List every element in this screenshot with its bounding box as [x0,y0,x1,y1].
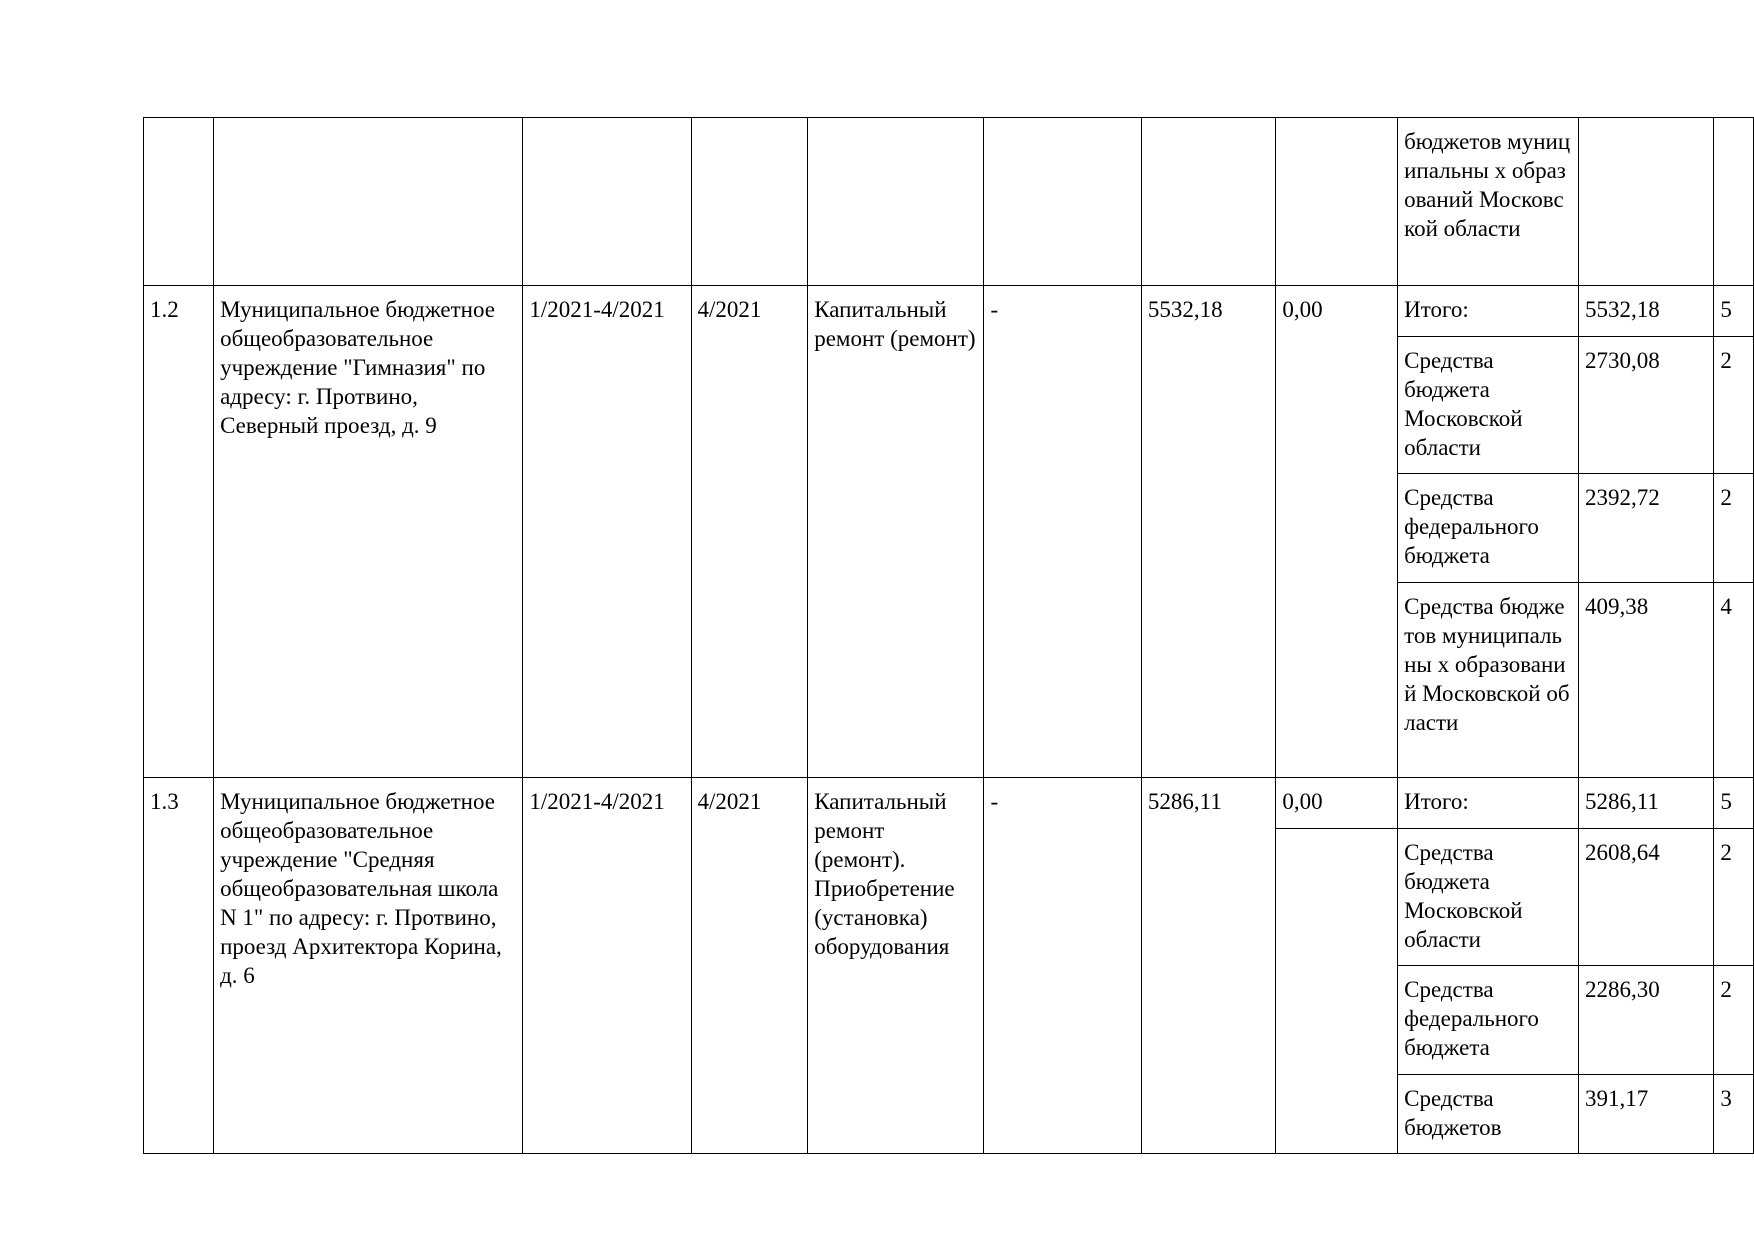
funding-cut-cell: 4 [1714,583,1754,778]
funding-table [143,117,1754,1154]
funding-cut-cell: 2 [1714,474,1754,583]
table-row [144,286,1754,337]
funding-source-cell: Итого: [1398,286,1579,337]
work-type-cell: Капитальный ремонт (ремонт). Приобретение (установка) оборудования [808,778,984,1154]
zero-cell: 0,00 [1276,778,1398,829]
dash-cell: - [984,286,1141,778]
funding-value-cell: 391,17 [1579,1075,1714,1154]
funding-value-cell: 2608,64 [1579,829,1714,966]
funding-source-cell: Средства бюджета Московской области [1398,337,1579,474]
amount-cell: 5286,11 [1141,778,1275,1154]
cell-empty [523,118,691,286]
zero-cell: 0,00 [1276,286,1398,778]
table-row [144,778,1754,829]
funding-source-cell: бюджетов муниципальны х образований Московской области [1398,118,1579,286]
funding-value-cell: 5286,11 [1579,778,1714,829]
funding-cut-cell: 2 [1714,829,1754,966]
cell-empty [1276,118,1398,286]
dash-cell: - [984,778,1141,1154]
funding-value-cell: 5532,18 [1579,286,1714,337]
funding-source-cell: Средства бюджетов муниципальны х образований Московской области [1398,583,1579,778]
funding-cut-cell: 3 [1714,1075,1754,1154]
funding-source-cell: Средства федерального бюджета [1398,474,1579,583]
funding-source-cell: Итого: [1398,778,1579,829]
funding-source-cell: Средства бюджетов [1398,1075,1579,1154]
funding-cut-cell: 2 [1714,337,1754,474]
funding-cut-cell: 5 [1714,286,1754,337]
funding-source-cell: Средства федерального бюджета [1398,966,1579,1075]
end-date-cell: 4/2021 [691,778,808,1154]
institution-name: Муниципальное бюджетное общеобразовательное учреждение "Средняя общеобразовательная школа N 1" по адресу: г. Протвино, проезд Архитектора Корина, д. 6 [214,778,523,1154]
cell-empty [214,118,523,286]
institution-name: Муниципальное бюджетное общеобразовательное учреждение "Гимназия" по адресу: г. Протвино, Северный проезд, д. 9 [214,286,523,778]
cell-empty [1276,829,1398,1154]
funding-value-cell: 2392,72 [1579,474,1714,583]
cell-empty [1714,118,1754,286]
cell-empty [1579,118,1714,286]
cell-empty [1141,118,1275,286]
funding-value-cell: 2730,08 [1579,337,1714,474]
cell-empty [691,118,808,286]
funding-value-cell: 2286,30 [1579,966,1714,1075]
amount-cell: 5532,18 [1141,286,1275,778]
table-row-continuation [144,118,1754,286]
period-cell: 1/2021-4/2021 [523,778,691,1154]
cell-empty [808,118,984,286]
funding-cut-cell: 2 [1714,966,1754,1075]
funding-cut-cell: 5 [1714,778,1754,829]
period-cell: 1/2021-4/2021 [523,286,691,778]
row-number: 1.2 [144,286,214,778]
work-type-cell: Капитальный ремонт (ремонт) [808,286,984,778]
cell-empty [144,118,214,286]
funding-source-cell: Средства бюджета Московской области [1398,829,1579,966]
row-number: 1.3 [144,778,214,1154]
funding-value-cell: 409,38 [1579,583,1714,778]
cell-empty [984,118,1141,286]
end-date-cell: 4/2021 [691,286,808,778]
